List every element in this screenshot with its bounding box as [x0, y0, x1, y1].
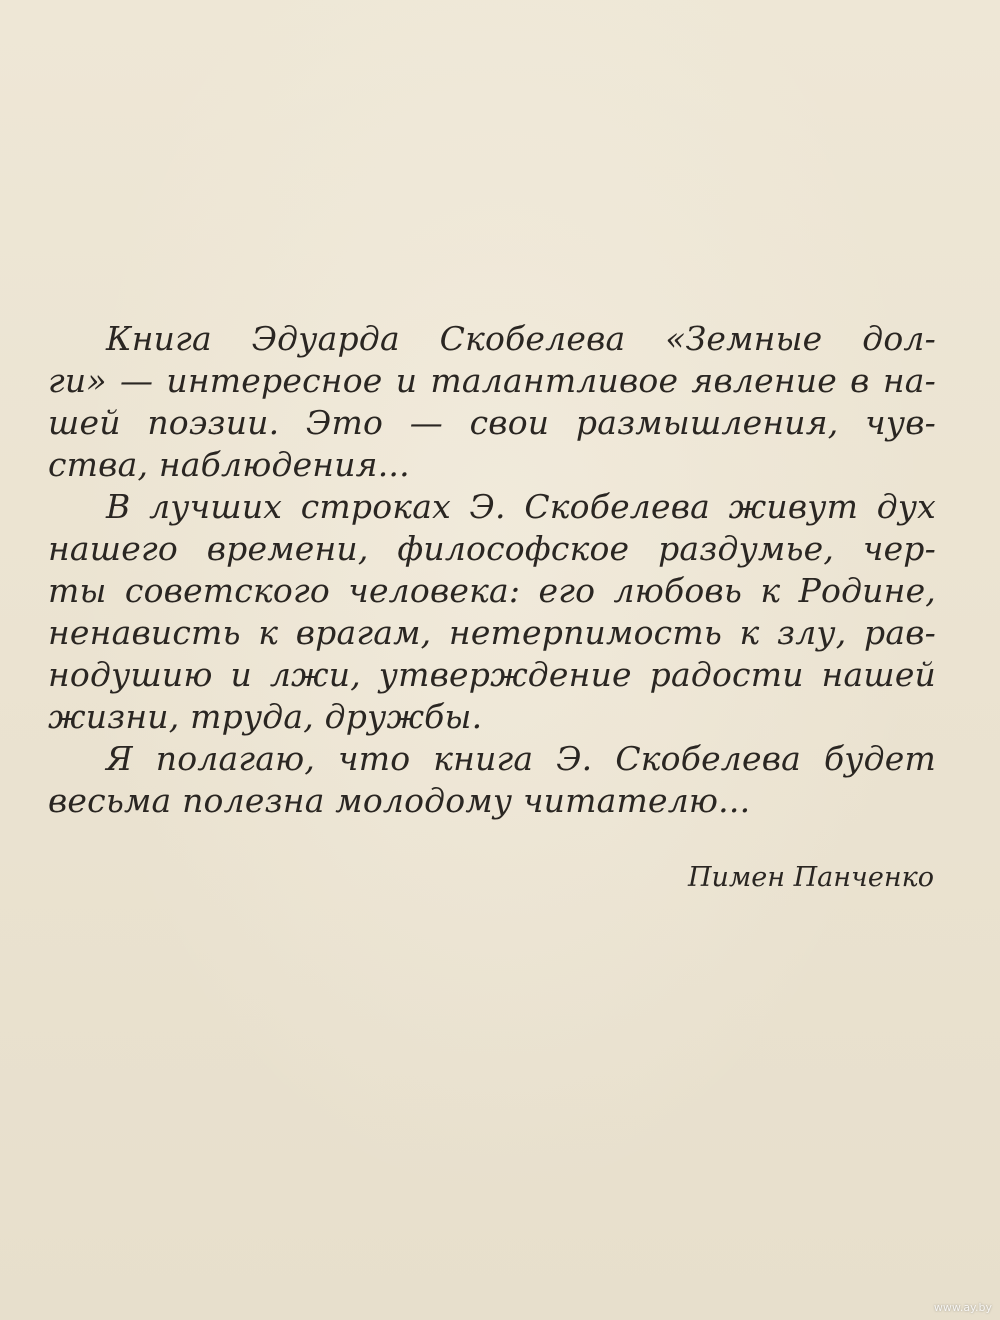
text-line: ги» — интересное и талантливое явление в на- — [48, 361, 936, 400]
text-line: шей поэзии. Это — свои размышления, чув- — [48, 403, 936, 442]
foreword-text — [48, 318, 936, 822]
text-line: Книга Эдуарда Скобелева «Земные дол- — [106, 319, 936, 358]
text-line: жизни, труда, дружбы. — [48, 697, 483, 736]
text-line: весьма полезна молодому читателю... — [48, 781, 751, 820]
text-line: В лучших строках Э. Скобелева живут дух — [106, 487, 936, 526]
text-line: ненависть к врагам, нетерпимость к злу, рав- — [48, 613, 936, 652]
text-line: ты советского человека: его любовь к Родине, — [48, 571, 936, 610]
text-line: ства, наблюдения... — [48, 445, 410, 484]
text-line: Я полагаю, что книга Э. Скобелева будет — [106, 739, 936, 778]
text-line: нодушию и лжи, утверждение радости нашей — [48, 655, 936, 694]
author-signature: Пимен Панченко — [687, 862, 934, 893]
site-watermark: www.ay.by — [933, 1301, 992, 1314]
text-line: нашего времени, философское раздумье, чер- — [48, 529, 936, 568]
